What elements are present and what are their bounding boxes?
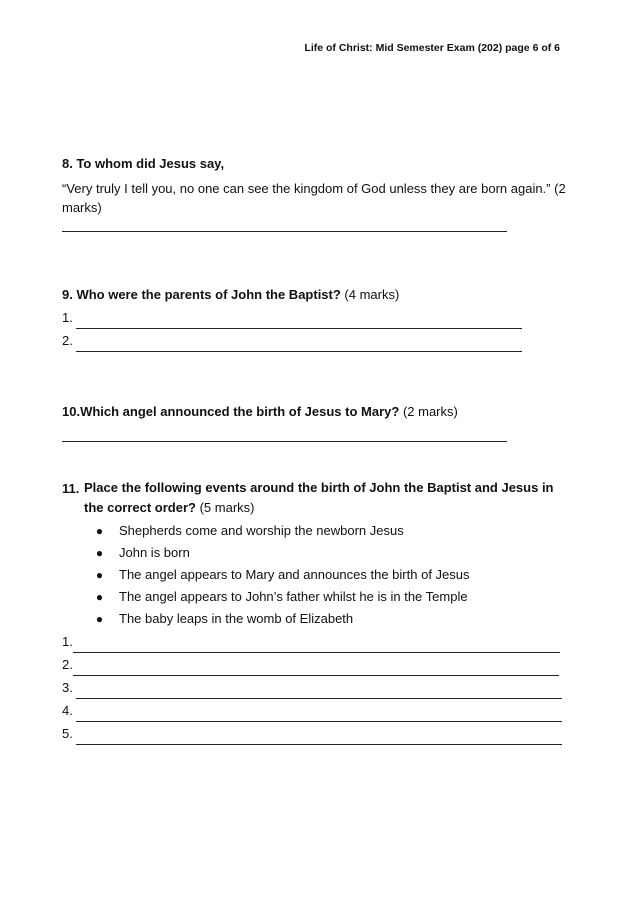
answer-line[interactable] — [76, 707, 562, 722]
answer-number: 4. — [62, 703, 77, 718]
question-11-answer-2[interactable] — [62, 653, 572, 676]
answer-line[interactable] — [76, 314, 522, 329]
page-header: Life of Christ: Mid Semester Exam (202) page 6 of 6 — [304, 42, 560, 54]
list-item: ● John is born — [62, 542, 572, 564]
question-11 — [62, 478, 572, 745]
question-11-title: 11. Place the following events around the birth of John the Baptist and Jesus in the correct order? (5 marks) — [62, 478, 572, 518]
list-item: ● Shepherds come and worship the newborn Jesus — [62, 520, 572, 542]
question-9-answer-2[interactable] — [62, 329, 572, 352]
question-8-title: 8. To whom did Jesus say, — [62, 156, 225, 171]
answer-number: 2. — [62, 657, 73, 672]
answer-line[interactable] — [73, 638, 560, 653]
question-10 — [62, 401, 572, 442]
bullet-icon: ● — [95, 546, 104, 560]
question-10-title: 10.Which angel announced the birth of Jesus to Mary? (2 marks) — [62, 404, 458, 419]
list-item: ● The baby leaps in the womb of Elizabeth — [62, 608, 572, 630]
bullet-icon: ● — [95, 590, 104, 604]
question-8 — [62, 153, 572, 232]
exam-content — [62, 153, 572, 745]
question-9-title: 9. Who were the parents of John the Baptist? (4 marks) — [62, 287, 400, 302]
question-11-answer-4[interactable] — [62, 699, 572, 722]
question-8-answer-line[interactable] — [62, 217, 507, 232]
answer-number: 3. — [62, 680, 77, 695]
event-list — [62, 520, 572, 630]
answer-line[interactable] — [76, 337, 522, 352]
question-11-answer-1[interactable] — [62, 630, 572, 653]
question-number: 11. — [62, 481, 80, 496]
question-11-answer-3[interactable] — [62, 676, 572, 699]
bullet-icon: ● — [95, 568, 104, 582]
bullet-icon: ● — [95, 524, 104, 538]
answer-line[interactable] — [73, 661, 559, 676]
bullet-icon: ● — [95, 612, 104, 626]
question-9-answer-1[interactable] — [62, 306, 572, 329]
question-9 — [62, 284, 572, 352]
answer-number: 2. — [62, 333, 77, 348]
answer-number: 5. — [62, 726, 77, 741]
list-item: ● The angel appears to John’s father whilst he is in the Temple — [62, 586, 572, 608]
answer-line[interactable] — [76, 684, 562, 699]
answer-number: 1. — [62, 310, 77, 325]
question-11-answer-5[interactable] — [62, 722, 572, 745]
answer-number: 1. — [62, 634, 73, 649]
list-item: ● The angel appears to Mary and announces the birth of Jesus — [62, 564, 572, 586]
question-10-answer-line[interactable] — [62, 427, 507, 442]
question-8-quote: “Very truly I tell you, no one can see the kingdom of God unless they are born again.” (2 marks) — [62, 181, 566, 215]
answer-line[interactable] — [76, 730, 562, 745]
